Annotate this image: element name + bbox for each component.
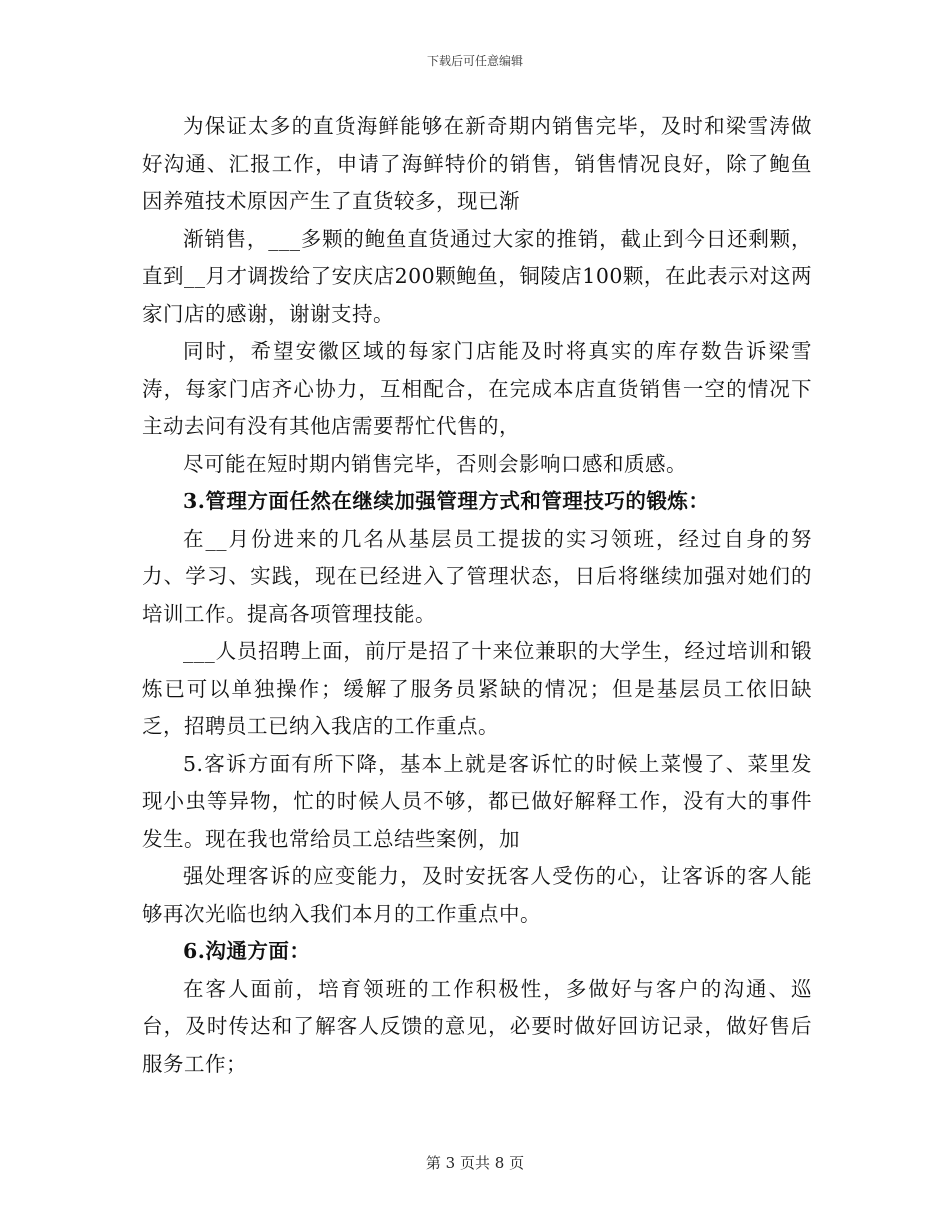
paragraph-seafood-sales: 为保证太多的直货海鲜能够在新奇期内销售完毕，及时和梁雪涛做好沟通、汇报工作，申请了海鲜特价的销售，销售情况良好，除了鲍鱼因养殖技术原因产生了直货较多，现已渐 [142, 114, 812, 213]
paragraph-customer-communication: 在客人面前，培育领班的工作积极性，多做好与客户的沟通、巡台，及时传达和了解客人反馈的意见，必要时做好回访记录，做好售后服务工作； [142, 976, 812, 1076]
document-body [142, 108, 812, 1083]
paragraph-inventory-cooperation: 同时，希望安徽区域的每家门店能及时将真实的库存数告诉梁雪涛，每家门店齐心协力，互相配合，在完成本店直货销售一空的情况下主动去问有没有其他店需要帮忙代售的， [142, 339, 812, 438]
paragraph-complaints: 5.客诉方面有所下降，基本上就是客诉忙的时候上菜慢了、菜里发现小虫等异物，忙的时候人员不够，都已做好解释工作，没有大的事件发生。现在我也常给员工总结些案例，加 [142, 751, 812, 851]
section-heading-management: 3.管理方面任然在继续加强管理方式和管理技巧的锻炼： [183, 489, 710, 513]
paragraph-trainee-supervisors: 在__月份进来的几名从基层员工提拔的实习领班，经过自身的努力、学习、实践，现在已经进入了管理状态，日后将继续加强对她们的培训工作。提高各项管理技能。 [142, 526, 812, 626]
page-header: 下载后可任意编辑 [426, 54, 523, 68]
section-heading-communication: 6.沟通方面： [183, 939, 311, 963]
paragraph-recruitment: ___人员招聘上面，前厅是招了十来位兼职的大学生，经过培训和锻炼已可以单独操作；缓解了服务员紧缺的情况；但是基层员工依旧缺乏，招聘员工已纳入我店的工作重点。 [142, 639, 812, 738]
paragraph-sell-quickly: 尽可能在短时期内销售完毕，否则会影响口感和质感。 [183, 451, 687, 476]
page-number-footer: 第 3 页共 8 页 [425, 1154, 525, 1172]
paragraph-abalone-transfer: 渐销售，___多颗的鲍鱼直货通过大家的推销，截止到今日还剩颗，直到__月才调拨给了安庆店200颗鲍鱼，铜陵店100颗，在此表示对这两家门店的感谢，谢谢支持。 [142, 226, 812, 326]
paragraph-complaint-handling: 强处理客诉的应变能力，及时安抚客人受伤的心，让客诉的客人能够再次光临也纳入我们本月的工作重点中。 [142, 864, 812, 926]
